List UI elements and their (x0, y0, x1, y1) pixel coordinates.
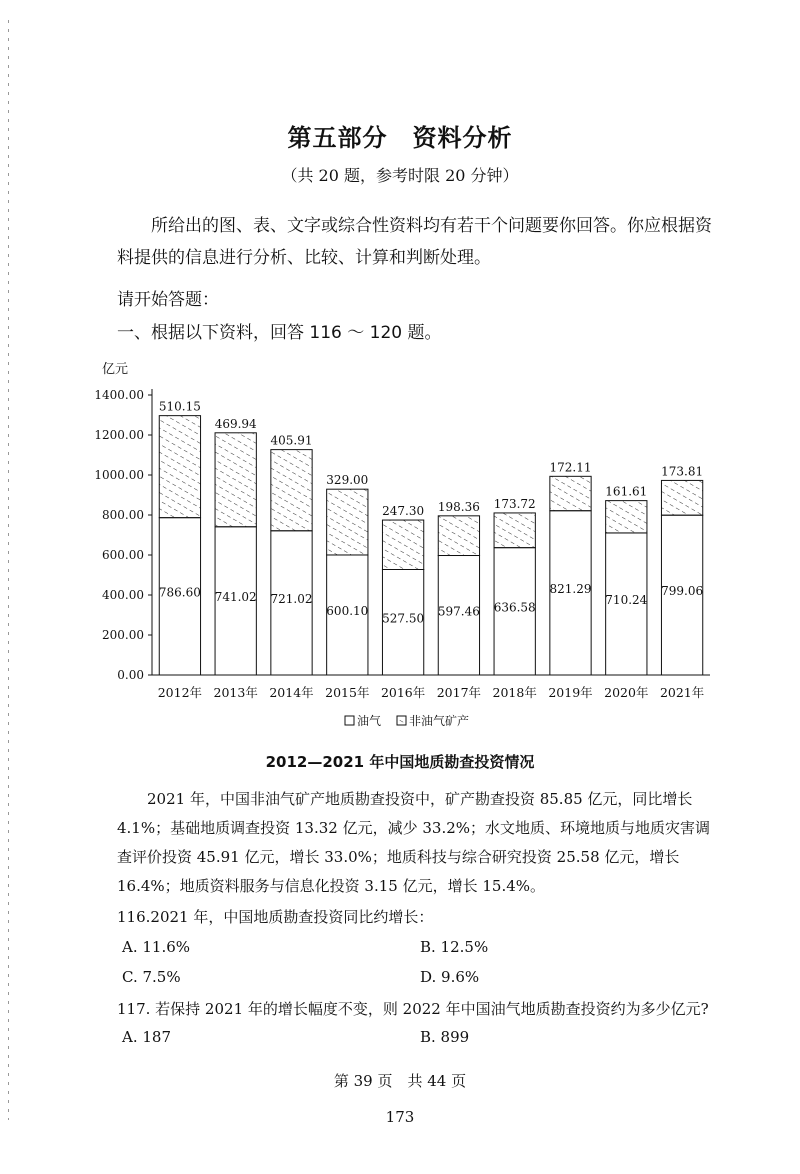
page-footer: 第 39 页 共 44 页 (333, 1072, 467, 1090)
y-tick-label: 1000.00 (94, 468, 144, 482)
bar-non-oil (327, 489, 368, 555)
bar-non-oil (438, 516, 479, 556)
x-tick-label: 2017年 (436, 685, 482, 700)
bar-non-oil-value-label: 247.30 (382, 504, 425, 519)
legend-swatch-non-oil (397, 716, 406, 725)
q117-option-a: A. 187 (122, 1028, 171, 1046)
q117-option-b: B. 899 (420, 1028, 470, 1046)
bar-oil-value-label: 597.46 (437, 604, 480, 619)
q116-option-c: C. 7.5% (122, 968, 181, 986)
bar-oil-value-label: 786.60 (158, 585, 201, 600)
page-subtitle: （共 20 题，参考时限 20 分钟） (281, 166, 519, 185)
bar-non-oil-value-label: 405.91 (270, 433, 313, 448)
page-title: 第五部分 资料分析 (287, 124, 513, 152)
bar-non-oil-value-label: 173.72 (493, 496, 536, 511)
bar-non-oil (382, 520, 423, 569)
bar-non-oil-value-label: 172.11 (549, 460, 592, 475)
q116-option-a: A. 11.6% (122, 938, 191, 956)
legend-label-oil: 油气 (357, 714, 382, 728)
page-number: 173 (385, 1108, 415, 1126)
bar-non-oil-value-label: 469.94 (214, 416, 257, 431)
x-tick-label: 2014年 (269, 685, 314, 700)
y-tick-label: 200.00 (102, 628, 144, 642)
x-tick-label: 2018年 (492, 685, 537, 700)
bar-oil-value-label: 821.29 (549, 581, 592, 596)
bar-oil-value-label: 799.06 (661, 584, 704, 599)
legend-swatch-oil (345, 716, 354, 725)
y-axis-unit-label: 亿元 (102, 362, 129, 377)
x-tick-label: 2013年 (213, 685, 258, 700)
bar-non-oil (661, 480, 702, 515)
bar-oil-value-label: 527.50 (382, 611, 425, 626)
intro-text: 所给出的图、表、文字或综合性资料均有若干个问题要你回答。你应根据资料提供的信息进行分析、比较、计算和判断处理。 (117, 216, 712, 268)
y-tick-label: 1200.00 (94, 428, 144, 442)
bar-oil-value-label: 710.24 (605, 592, 648, 607)
q116-option-d: D. 9.6% (420, 968, 480, 986)
bar-non-oil (606, 501, 647, 533)
x-tick-label: 2016年 (380, 685, 426, 700)
y-tick-label: 600.00 (102, 548, 144, 562)
bar-non-oil-value-label: 173.81 (661, 464, 704, 479)
x-tick-label: 2015年 (325, 685, 370, 700)
y-tick-label: 1400.00 (94, 388, 144, 402)
bar-non-oil-value-label: 510.15 (158, 399, 201, 414)
bar-non-oil-value-label: 198.36 (437, 499, 480, 514)
q116-option-b: B. 12.5% (420, 938, 489, 956)
bar-non-oil-value-label: 329.00 (326, 473, 369, 488)
question-117: 117. 若保持 2021 年的增长幅度不变，则 2022 年中国油气地质勘查投资约为多少亿元? (117, 1000, 709, 1018)
legend-label-non-oil: 非油气矿产 (409, 714, 470, 728)
question-116: 116.2021 年，中国地质勘查投资同比约增长： (117, 908, 434, 926)
section-heading: 一、根据以下资料，回答 116 ～ 120 题。 (117, 323, 442, 343)
data-paragraph: 2021 年，中国非油气矿产地质勘查投资中，矿产勘查投资 85.85 亿元，同比增长 4.1%；基础地质调查投资 13.32 亿元，减少 33.2%；水文地质、环境地质与地质灾害调查评价投资 45.91 亿元，增长 33.0%；地质科技与综合研究投资 25.58 亿元，增长 16.4%；地质资料服务与信息化投资 3.15 亿元，增长 15.4%。 (117, 790, 711, 895)
x-tick-label: 2020年 (604, 685, 649, 700)
start-prompt: 请开始答题： (117, 290, 219, 310)
bar-oil-value-label: 600.10 (326, 603, 369, 618)
y-tick-label: 0.00 (117, 668, 144, 682)
x-tick-label: 2021年 (659, 685, 705, 700)
y-tick-label: 800.00 (102, 508, 144, 522)
x-tick-label: 2012年 (157, 685, 203, 700)
bar-non-oil (159, 416, 200, 518)
bar-non-oil (215, 433, 256, 527)
x-tick-label: 2019年 (548, 685, 593, 700)
y-tick-label: 400.00 (102, 588, 144, 602)
bar-chart (80, 350, 720, 740)
bar-oil-value-label: 741.02 (214, 589, 257, 604)
bar-oil-value-label: 636.58 (493, 600, 536, 615)
bar-non-oil (271, 450, 312, 531)
bar-non-oil (494, 513, 535, 548)
chart-caption: 2012—2021 年中国地质勘查投资情况 (265, 753, 535, 771)
bar-non-oil (550, 476, 591, 510)
bar-oil-value-label: 721.02 (270, 591, 313, 606)
bar-non-oil-value-label: 161.61 (605, 484, 648, 499)
